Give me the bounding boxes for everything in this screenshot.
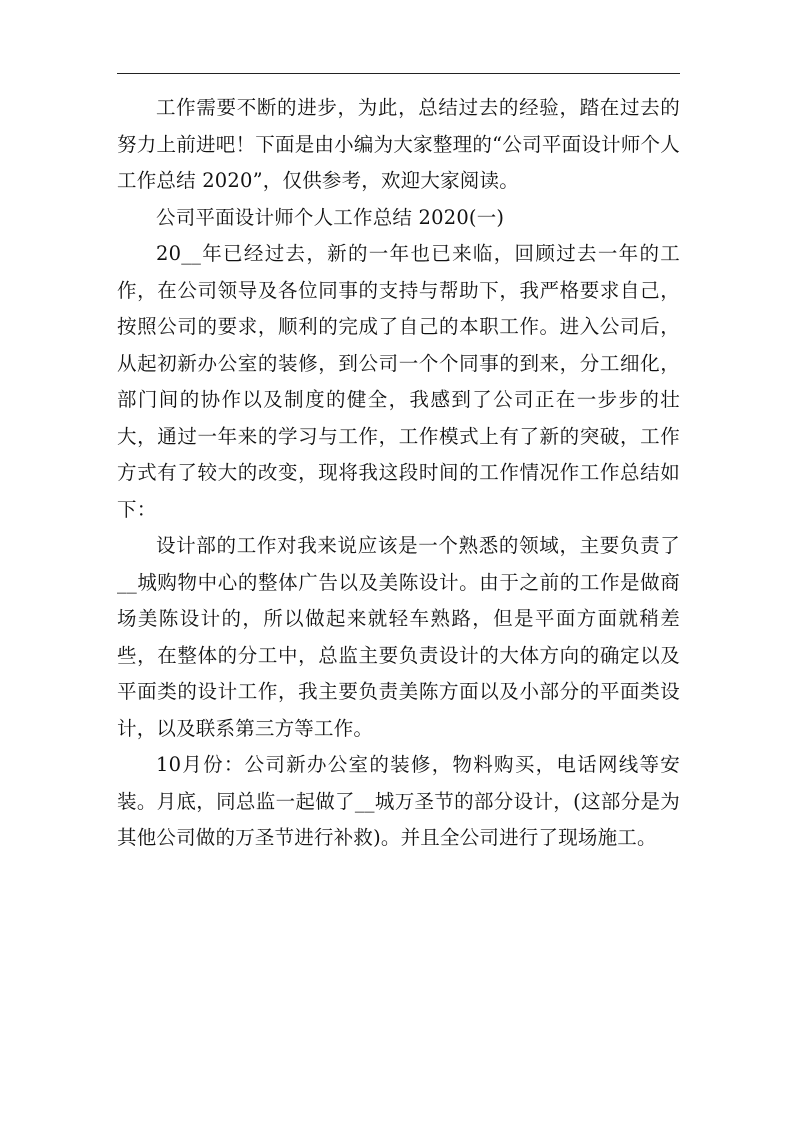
intro-paragraph: 工作需要不断的进步，为此，总结过去的经验，踏在过去的努力上前进吧！下面是由小编为大家整理的“公司平面设计师个人工作总结 2020”，仅供参考，欢迎大家阅读。 xyxy=(117,96,680,192)
body-paragraph: 10月份：公司新办公室的装修，物料购买，电话网线等安装。月底，同总监一起做了__城万圣节的部分设计，(这部分是为其他公司做的万圣节进行补救)。并且全公司进行了现场施工。 xyxy=(117,753,680,849)
document-body xyxy=(117,90,680,857)
body-paragraph: 20__年已经过去，新的一年也已来临，回顾过去一年的工作，在公司领导及各位同事的支持与帮助下，我严格要求自己，按照公司的要求，顺利的完成了自己的本职工作。进入公司后，从起初新办公室的装修，到公司一个个同事的到来，分工细化，部门间的协作以及制度的健全，我感到了公司正在一步步的壮大，通过一年来的学习与工作，工作模式上有了新的突破，工作方式有了较大的改变，现将我这段时间的工作情况作工作总结如下： xyxy=(117,242,680,521)
body-paragraph: 设计部的工作对我来说应该是一个熟悉的领域，主要负责了__城购物中心的整体广告以及美陈设计。由于之前的工作是做商场美陈设计的，所以做起来就轻车熟路，但是平面方面就稍差些，在整体的分工中，总监主要负责设计的大体方向的确定以及平面类的设计工作，我主要负责美陈方面以及小部分的平面类设计，以及联系第三方等工作。 xyxy=(117,534,680,740)
section-heading: 公司平面设计师个人工作总结 2020(一) xyxy=(156,205,505,229)
header-rule xyxy=(117,73,680,74)
